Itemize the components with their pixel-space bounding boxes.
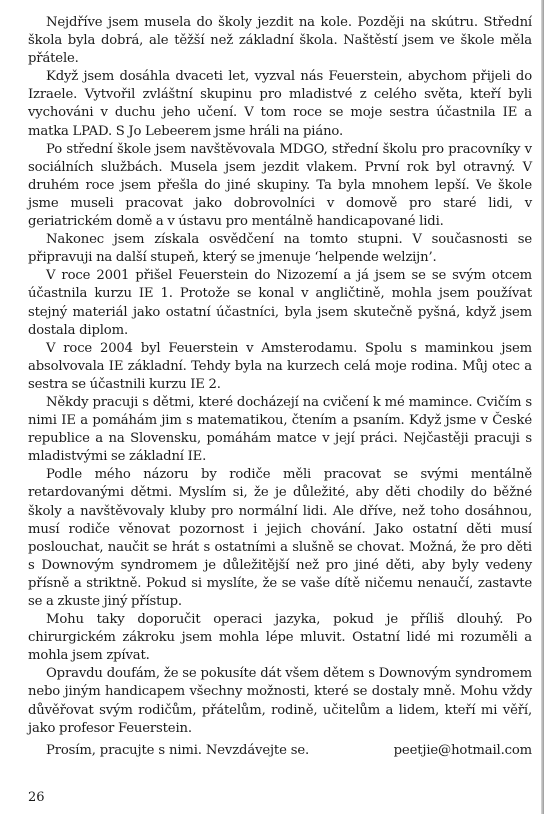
paragraph: Nakonec jsem získala osvědčení na tomto stupni. V současnosti se připravuji na další stupeň, který se jmenuje ‘helpende welzijn’. [28,232,532,266]
page-body [28,14,532,760]
paragraph: Podle mého názoru by rodiče měli pracovat se svými mentálně retardovanými dětmi. Myslím si, že je důležité, aby děti chodily do běžné školy a navštěvovaly kluby pro normální lidi. Ale dříve, než toho dosáhnou, musí rodiče věnovat pozornost i jejich chování. Jako ostatní děti musí poslouchat, naučit se hrát s ostatními a slušně se chovat. Možná, že pro děti s Downovým syndromem je důležitější než pro jiné děti, aby byly vedeny přísně a striktně. Pokud si myslíte, že se vaše dítě ničemu nenaučí, zastavte se a zkuste jiný přístup. [28,467,532,609]
author-email[interactable]: peetjie@hotmail.com [393,742,532,758]
paragraph: Nejdříve jsem musela do školy jezdit na kole. Později na skútru. Střední škola byla dobrá, ale těžší než základní škola. Naštěstí jsem ve škole měla přátele. [28,15,532,67]
paragraph: Opravdu doufám, že se pokusíte dát všem dětem s Downovým syndromem nebo jiným handicapem všechny možnosti, které se dostaly mně. Mohu vždy důvěřovat svým rodičům, přátelům, rodině, učitelům a lidem, kteří mi věří, jako profesor Feuerstein. [28,666,532,736]
paragraph: V roce 2004 byl Feuerstein v Amsterodamu. Spolu s maminkou jsem absolvovala IE základní. Tehdy byla na kurzech celá moje rodina. Můj otec a sestra se účastnili kurzu IE 2. [28,340,532,392]
paragraph: V roce 2001 přišel Feuerstein do Nizozemí a já jsem se se svým otcem účastnila kurzu IE 1. Protože se konal v angličtině, mohla jsem používat stejný materiál jako ostatní účastníci, byla jsem skutečně pyšná, když jsem dostala diplom. [28,268,532,338]
closing-text: Prosím, pracujte s nimi. Nevzdávejte se. [46,742,310,758]
closing-line [28,742,532,760]
paragraph: Někdy pracuji s dětmi, které docházejí na cvičení k mé mamince. Cvičím s nimi IE a pomáhám jim s matematikou, čtením a psaním. Když jsme v České republice a na Slovensku, pomáhám matce v její práci. Nejčastěji pracuji s mladistvými se základní IE. [28,394,532,465]
page-number: 26 [28,790,45,805]
paragraph: Když jsem dosáhla dvaceti let, vyzval nás Feuerstein, abychom přijeli do Izraele. Vytvořil zvláštní skupinu pro mladistvé z celého světa, kteří byli vychováni v duchu jeho učení. V tom roce se moje sestra účastnila IE a matka LPAD. S Jo Lebeerem jsme hráli na piáno. [28,69,532,139]
paragraph: Po střední škole jsem navštěvovala MDGO, střední školu pro pracovníky v sociálních službách. Musela jsem jezdit vlakem. První rok byl otravný. V druhém roce jsem přešla do jiné skupiny. Ta byla mnohem lepší. Ve škole jsme museli pracovat jako dobrovolníci v domově pro staré lidi, v geriatrickém domě a v ústavu pro mentálně handicapované lidi. [28,141,532,230]
paragraph: Mohu taky doporučit operaci jazyka, pokud je příliš dlouhý. Po chirurgickém zákroku jsem mohla lépe mluvit. Ostatní lidé mi rozuměli a mohla jsem zpívat. [28,612,532,664]
